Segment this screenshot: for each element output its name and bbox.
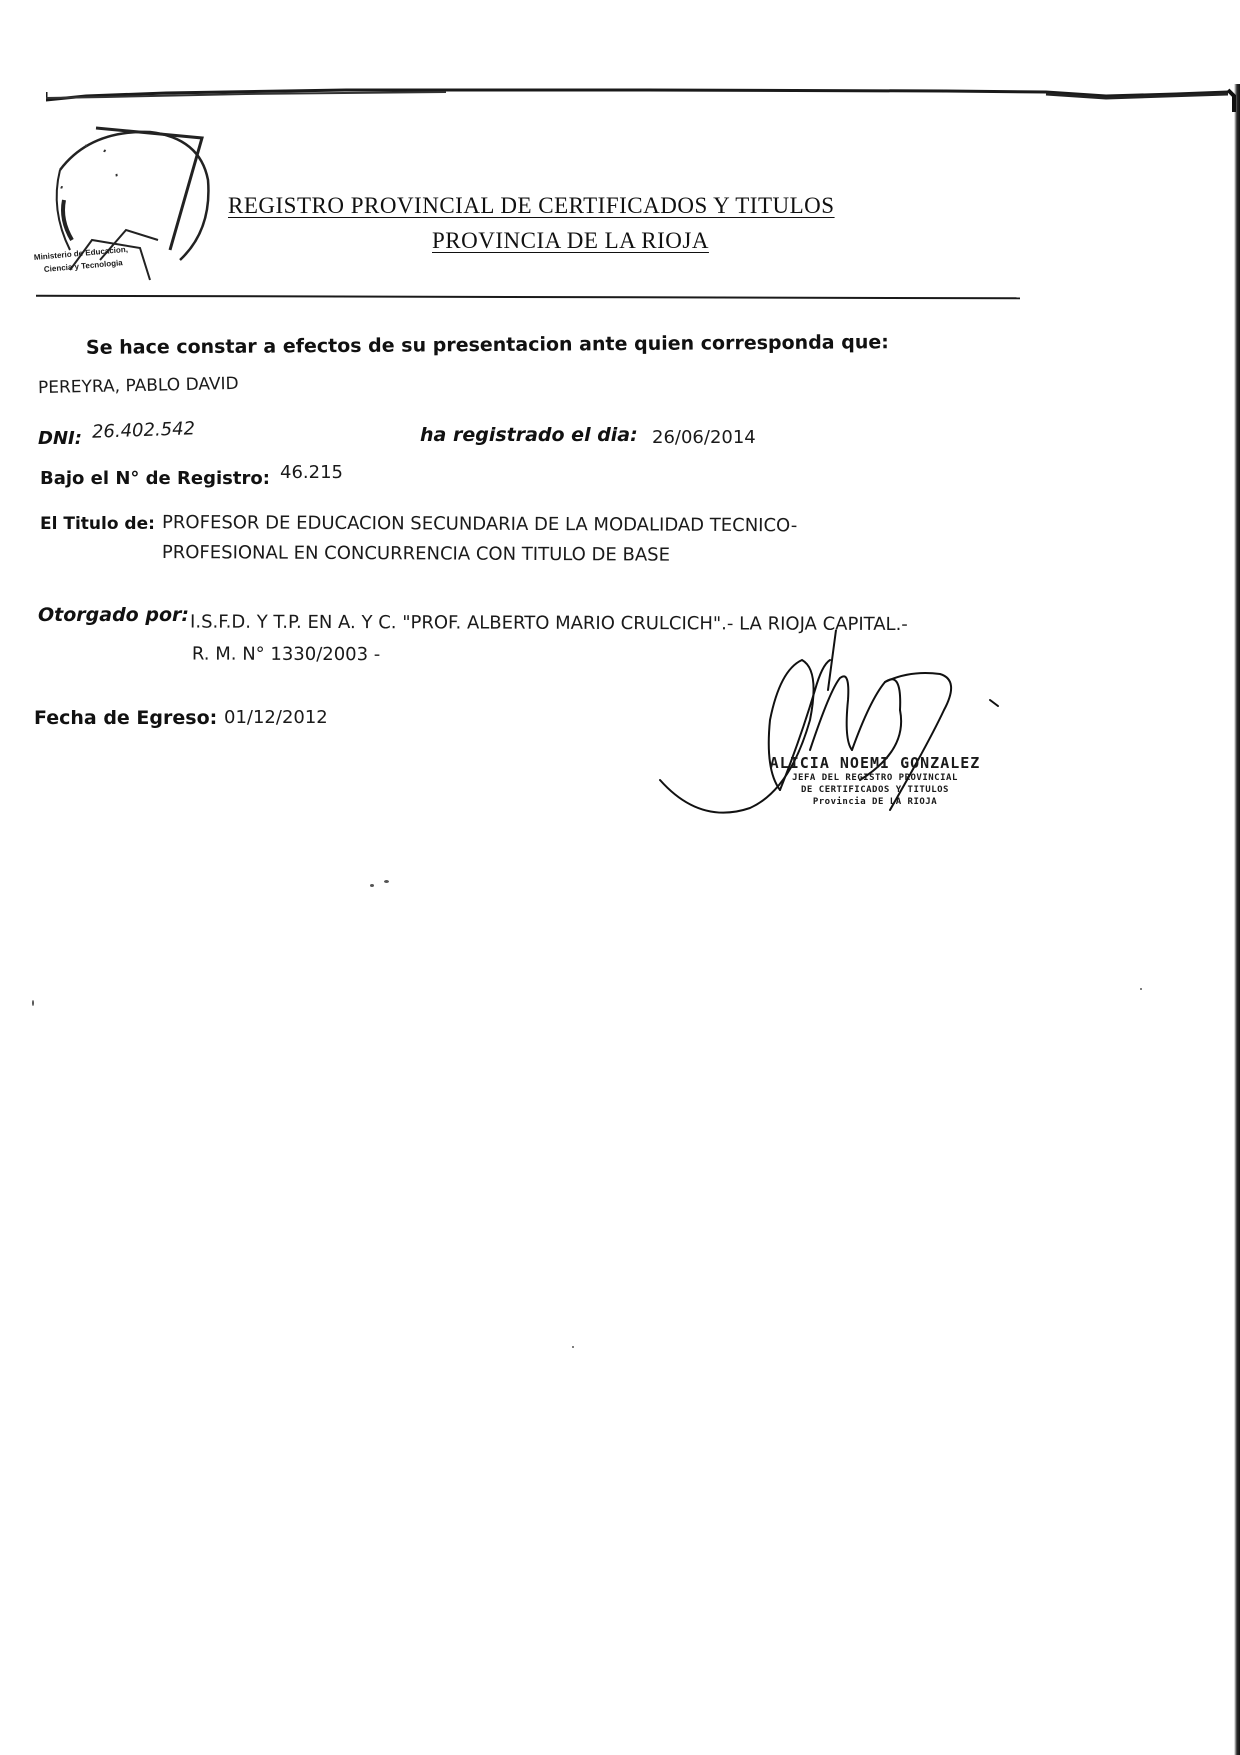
signatory-name: ALICIA NOEMI GONZALEZ (769, 754, 981, 772)
scan-right-edge (1234, 84, 1240, 1755)
scan-speck (370, 884, 374, 887)
seal-caption-line2: Ciencia y Tecnologia (43, 258, 124, 274)
signature-stamp (760, 754, 990, 808)
signatory-position-line3: Provincia DE LA RIOJA (812, 797, 938, 807)
scan-corner-mark (1226, 88, 1238, 114)
dni-label: DNI: (38, 428, 82, 449)
registry-number-label: Bajo el N° de Registro: (40, 468, 270, 489)
scan-speck (384, 880, 389, 883)
svg-text:· ·: · · (78, 135, 112, 162)
graduation-date-label: Fecha de Egreso: (34, 707, 218, 729)
degree-title-label: El Titulo de: (40, 514, 155, 534)
registered-date-value: 26/06/2014 (652, 427, 756, 448)
holder-name: PEREYRA, PABLO DAVID (37, 373, 239, 399)
signatory-position-line1: JEFA DEL REGISTRO PROVINCIAL (792, 773, 958, 783)
dni-value: 26.402.542 (91, 418, 196, 443)
degree-title-value: PROFESOR DE EDUCACION SECUNDARIA DE LA MODALIDAD TECNICO-PROFESIONAL EN CONCURRENCIA CON TITULO DE BASE (161, 512, 798, 566)
svg-text:·: · (55, 177, 69, 198)
scan-speck (32, 1000, 34, 1006)
certificate-intro: Se hace constar a efectos de su presentacion ante quien corresponda que: (85, 331, 889, 359)
svg-text:·: · (108, 164, 125, 186)
scan-speck (572, 1346, 574, 1348)
scan-top-edge (46, 84, 1228, 102)
document-title: REGISTRO PROVINCIAL DE CERTIFICADOS Y TITULOS (228, 193, 835, 218)
scan-speck (1140, 988, 1142, 990)
granted-by-resolution: R. M. N° 1330/2003 - (191, 643, 381, 666)
granted-by-label: Otorgado por: (38, 604, 189, 626)
granted-by-institution: I.S.F.D. Y T.P. EN A. Y C. "PROF. ALBERTO MARIO CRULCICH".- LA RIOJA CAPITAL.- (190, 611, 908, 636)
seal-caption-line1: Ministerio de Educacion, (33, 244, 129, 262)
registered-date-label: ha registrado el dia: (420, 424, 638, 446)
signatory-position-line2: DE CERTIFICADOS Y TITULOS (801, 785, 949, 795)
document-subtitle: PROVINCIA DE LA RIOJA (432, 228, 709, 253)
seal-caption (33, 244, 204, 276)
graduation-date-value: 01/12/2012 (224, 707, 328, 728)
registry-number-value: 46.215 (280, 462, 343, 483)
